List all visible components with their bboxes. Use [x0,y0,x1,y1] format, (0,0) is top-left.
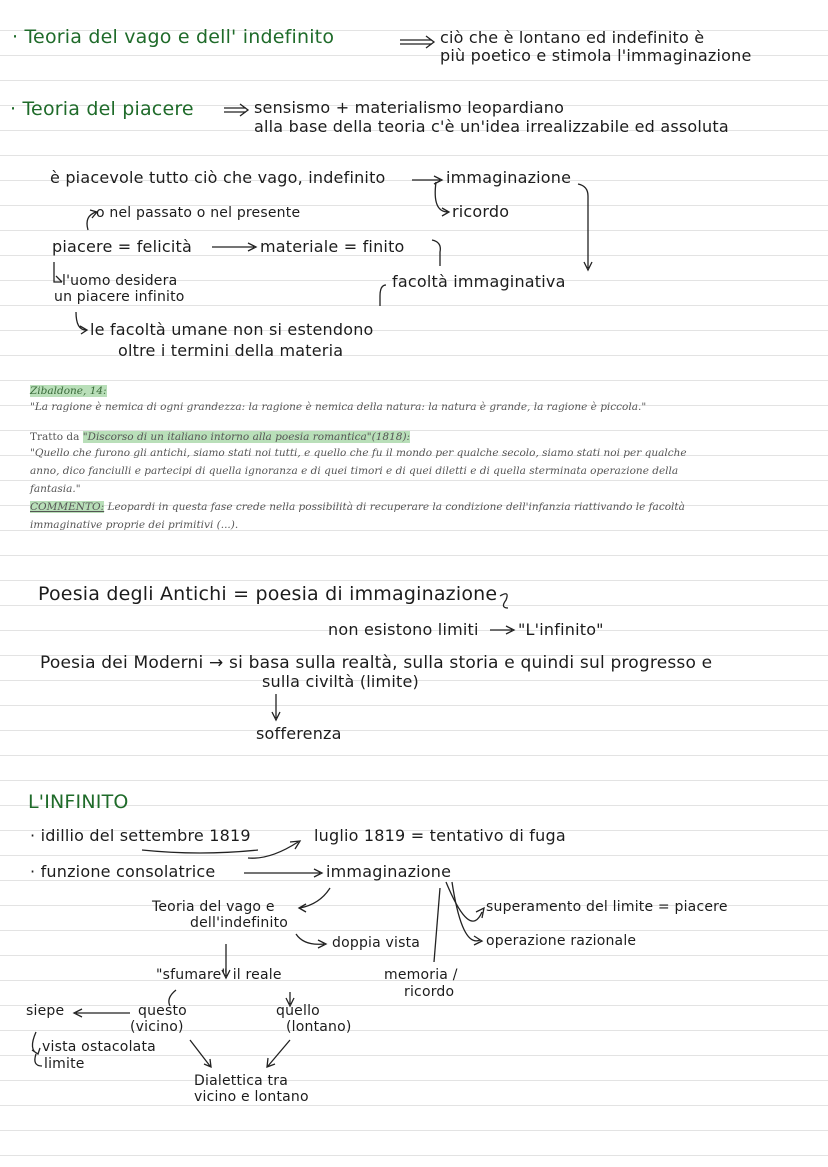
arrow-to-superamento [446,882,484,921]
arrow-materiale [212,243,256,251]
zibaldone-label: Zibaldone, 14: [30,385,107,397]
commento-line-1: COMMENTO: Leopardi in questa fase crede nella possibilità di recuperare la condizione dell'infanzia riattivando le facoltà [30,501,685,513]
sfumare-node: "sfumare" il reale [156,967,282,983]
arrow-sofferenza [272,694,280,720]
arrow-quello-dialettica [267,1040,290,1067]
facolta-umane-2: oltre i termini della materia [118,341,344,360]
zibaldone-quote: "La ragione è nemica di ogni grandezza: la ragione è nemica della natura: la natura è grande, la ragione è piccola." [30,401,647,413]
sofferenza-label: sofferenza [256,724,342,743]
teoria-vago-desc-1: ciò che è lontano ed indefinito è [440,28,705,47]
arrow-to-siepe [74,1009,130,1017]
luglio-line: luglio 1819 = tentativo di fuga [314,826,566,845]
doppia-vista-node: doppia vista [332,935,421,951]
commento-line-2: immaginative proprie dei primitivi (...). [30,519,239,531]
immaginazione-label: immaginazione [446,168,572,187]
bracket-right [578,184,592,270]
quello-node-2: (lontano) [286,1019,352,1035]
limiti-label: non esistono limiti [328,620,479,639]
civilta-limite: sulla civiltà (limite) [262,672,419,691]
arrow-vago [400,36,434,48]
piacere-felicita-label: piacere = felicità [52,237,192,256]
vista-limite: limite [44,1056,85,1072]
arrow-doppia-vista [296,934,326,948]
teoria-piacere-desc-2: alla base della teoria c'è un'idea irrealizzabile ed assoluta [254,117,729,136]
arrow-questo-dialettica [190,1040,211,1067]
questo-node-1: questo [138,1003,187,1019]
teoria-node-2: dell'indefinito [190,915,289,931]
vista-ostacolata: vista ostacolata [42,1039,156,1055]
funzione-consolatrice: · funzione consolatrice [30,862,216,881]
arrow-limiti [490,626,514,634]
infinito-title: L'INFINITO [28,791,129,813]
bracket-finito [432,240,440,266]
arrow-funzione [244,869,322,877]
memoria-node-2: ricordo [404,984,455,1000]
questo-node-2: (vicino) [130,1019,184,1035]
memoria-node-1: memoria / [384,967,458,983]
siepe-node: siepe [26,1003,65,1019]
uomo-desidera-2: un piacere infinito [54,289,185,305]
arrow-to-memoria [434,888,440,962]
infinito-quote: "L'infinito" [518,620,604,639]
teoria-node-1: Teoria del vago e [152,899,275,915]
passato-label: o nel passato o nel presente [96,205,301,221]
arrow-to-ricordo [435,182,449,216]
arrow-facolta [380,285,386,306]
quello-node-1: quello [276,1003,320,1019]
immaginazione-node: immaginazione [326,862,452,881]
superamento-node: superamento del limite = piacere [486,899,728,915]
arrow-to-immaginazione [412,176,442,184]
arrow-vista [32,1032,40,1054]
quote-line-3: fantasia." [30,483,81,495]
arrow-uomo [54,262,62,282]
facolta-umane-1: le facoltà umane non si estendono [90,320,374,339]
arrow-vista-limite [35,1054,42,1066]
teoria-piacere-title: · Teoria del piacere [10,98,194,120]
teoria-vago-desc-2: più poetico e stimola l'immaginazione [440,46,752,65]
dialettica-node-1: Dialettica tra [194,1073,288,1089]
arrow-to-operazione [452,882,482,945]
underline-settembre [142,850,258,853]
arrow-idillio-luglio [248,841,300,858]
operazione-node: operazione razionale [486,933,637,949]
teoria-vago-title: · Teoria del vago e dell' indefinito [12,26,335,48]
arrow-piacere [224,104,248,116]
tratto-da-line: Tratto da "Discorso di un italiano intorno alla poesia romantica"(1818): [30,431,411,443]
idillio-line: · idillio del settembre 1819 [30,826,251,845]
teoria-piacere-desc-1: sensismo + materialismo leopardiano [254,98,565,117]
arrow-to-teoria [299,888,330,912]
quote-line-2: anno, dico fanciulli e partecipi di quella ignoranza e di quei timori e di quei diletti e di quella sterminata operazione della [30,465,679,477]
squiggle-immaginazione [500,594,508,608]
quote-line-1: "Quello che furono gli antichi, siamo stati noi tutti, e quello che fu il mondo per qualche secolo, siamo stati noi per qualche [30,447,687,459]
poesia-antichi: Poesia degli Antichi = poesia di immaginazione [38,583,498,605]
poesia-moderni: Poesia dei Moderni → si basa sulla realtà, sulla storia e quindi sul progresso e [40,653,713,673]
uomo-desidera-1: l'uomo desidera [62,273,178,289]
materiale-finito-label: materiale = finito [260,237,405,256]
facolta-immaginativa-label: facoltà immaginativa [392,272,566,291]
piacevole-text: è piacevole tutto ciò che vago, indefinito [50,168,386,187]
dialettica-node-2: vicino e lontano [194,1089,309,1105]
ricordo-label: ricordo [452,202,510,221]
arrow-facolta-umane [76,312,87,334]
